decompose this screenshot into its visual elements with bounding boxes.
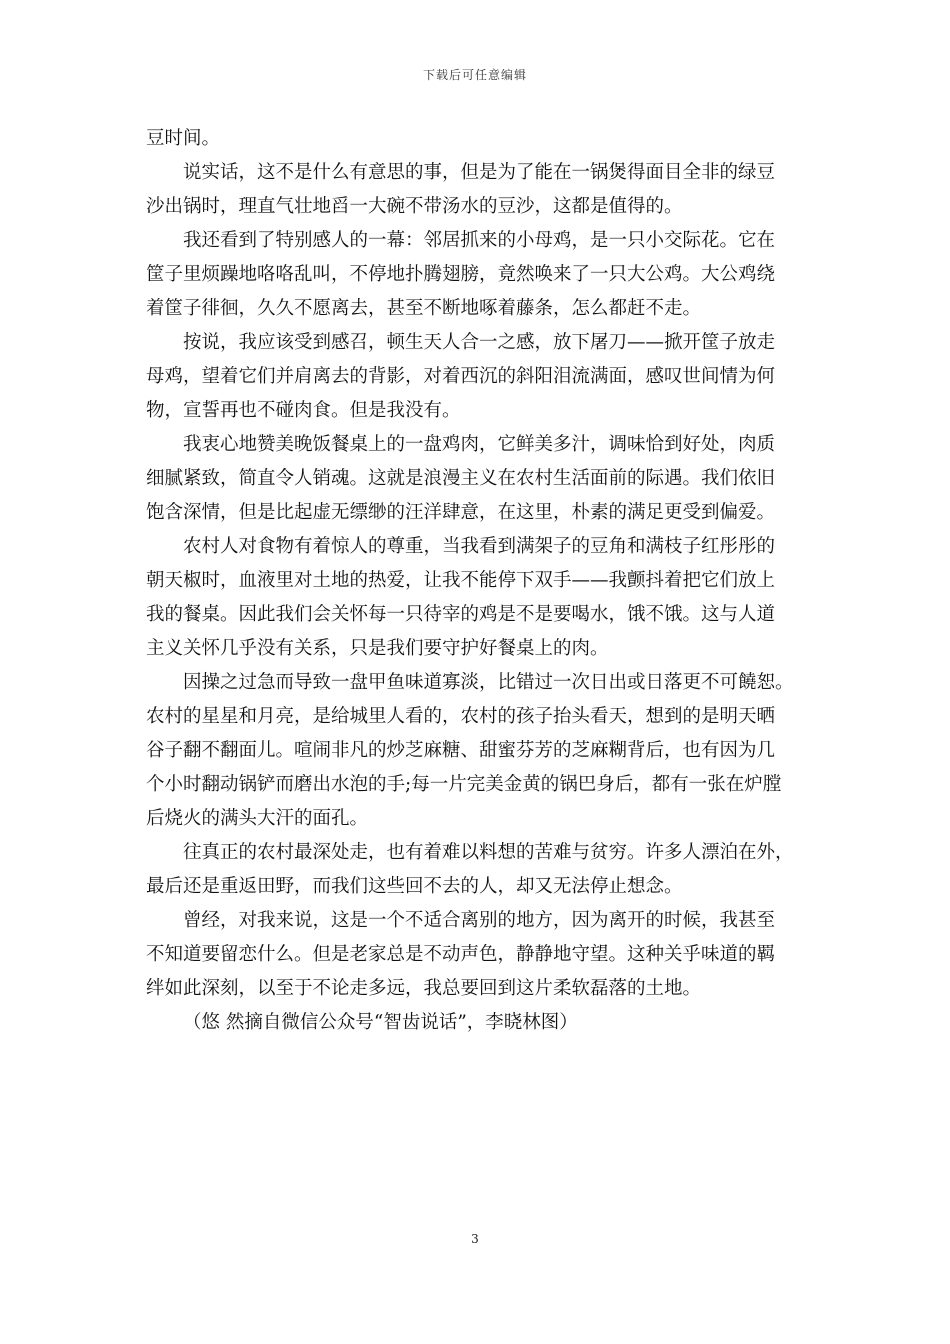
- text-line: 农村人对食物有着惊人的尊重，当我看到满架子的豆角和满枝子红彤彤的: [183, 536, 776, 557]
- article-body: [146, 122, 808, 1040]
- paragraph: [146, 904, 808, 1006]
- text-line: 绊如此深刻，以至于不论走多远，我总要回到这片柔软磊落的土地。: [146, 978, 702, 999]
- text-line: 农村的星星和月亮，是给城里人看的，农村的孩子抬头看天，想到的是明天晒: [146, 706, 776, 727]
- paragraph: [146, 666, 808, 836]
- paragraph: [146, 156, 808, 224]
- text-line: 主义关怀几乎没有关系，只是我们要守护好餐桌上的肉。: [146, 638, 609, 659]
- text-line: （悠 然摘自微信公众号“智齿说话”，李晓林图）: [183, 1012, 578, 1033]
- paragraph: [146, 326, 808, 428]
- text-line: 朝天椒时，血液里对土地的热爱，让我不能停下双手——我颤抖着把它们放上: [146, 570, 776, 591]
- text-line: 我衷心地赞美晚饭餐桌上的一盘鸡肉，它鲜美多汁，调味恰到好处，肉质: [183, 434, 776, 455]
- text-line: 细腻紧致，简直令人销魂。这就是浪漫主义在农村生活面前的际遇。我们依旧: [146, 468, 776, 489]
- source-attribution: [146, 1006, 808, 1040]
- paragraph: [146, 122, 808, 156]
- text-line: 个小时翻动锅铲而磨出水泡的手;每一片完美金黄的锅巴身后，都有一张在炉膛: [146, 774, 782, 795]
- paragraph: [146, 224, 808, 326]
- text-line: 物，宣誓再也不碰肉食。但是我没有。: [146, 400, 461, 421]
- text-line: 筐子里烦躁地咯咯乱叫，不停地扑腾翅膀，竟然唤来了一只大公鸡。大公鸡绕: [146, 264, 776, 285]
- paragraph: [146, 428, 808, 530]
- text-line: 最后还是重返田野，而我们这些回不去的人，却又无法停止想念。: [146, 876, 683, 897]
- paragraph: [146, 530, 808, 666]
- text-line: 着筐子徘徊，久久不愿离去，甚至不断地啄着藤条，怎么都赶不走。: [146, 298, 702, 319]
- page-number: 3: [471, 1232, 479, 1246]
- text-line: 因操之过急而导致一盘甲鱼味道寡淡，比错过一次日出或日落更不可饒恕。: [183, 672, 794, 693]
- page-header: 下载后可任意编辑: [422, 68, 527, 82]
- text-line: 后烧火的满头大汗的面孔。: [146, 808, 369, 829]
- text-line: 谷子翻不翻面儿。喧闹非凡的炒芝麻糖、甜蜜芬芳的芝麻糊背后，也有因为几: [146, 740, 776, 761]
- paragraph: [146, 836, 808, 904]
- text-line: 我还看到了特别感人的一幕：邻居抓来的小母鸡，是一只小交际花。它在: [183, 230, 776, 251]
- text-line: 按说，我应该受到感召，顿生天人合一之感，放下屠刀——掀开筐子放走: [183, 332, 776, 353]
- text-line: 沙出锅时，理直气壮地舀一大碗不带汤水的豆沙，这都是值得的。: [146, 196, 683, 217]
- text-line: 说实话，这不是什么有意思的事，但是为了能在一锅煲得面目全非的绿豆: [183, 162, 776, 183]
- text-line: 往真正的农村最深处走，也有着难以料想的苦难与贫穷。许多人漂泊在外，: [183, 842, 794, 863]
- text-line: 我的餐桌。因此我们会关怀每一只待宰的鸡是不是要喝水，饿不饿。这与人道: [146, 604, 776, 625]
- text-line: 豆时间。: [146, 128, 221, 149]
- text-line: 曾经，对我来说，这是一个不适合离别的地方，因为离开的时候，我甚至: [183, 910, 776, 931]
- text-line: 饱含深情，但是比起虚无缥缈的汪洋肆意，在这里，朴素的满足更受到偏爱。: [146, 502, 776, 523]
- text-line: 不知道要留恋什么。但是老家总是不动声色，静静地守望。这种关乎味道的羁: [146, 944, 776, 965]
- text-line: 母鸡，望着它们并肩离去的背影，对着西沉的斜阳泪流满面，感叹世间情为何: [146, 366, 776, 387]
